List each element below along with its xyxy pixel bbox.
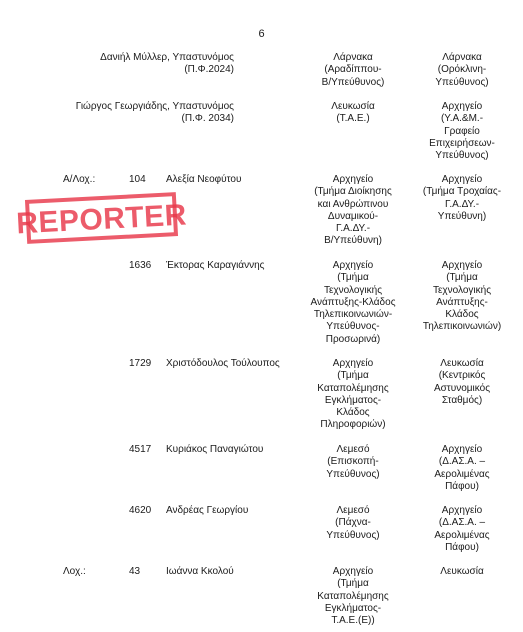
officer-number: 1636 — [129, 260, 152, 271]
transfer-to: Αρχηγείο (Τμήμα Τροχαίας- Γ.Α.ΔΥ.- Υπεύθυνη) — [422, 174, 502, 222]
officer-name: Ανδρέας Γεωργίου — [166, 505, 249, 516]
officer-number: 1729 — [129, 358, 152, 369]
officer-name: Γιώργος Γεωργιάδης, Υπαστυνόμος — [75, 101, 234, 112]
transfer-from: Λεμεσό (Πάχνα- Υπεύθυνος) — [326, 505, 380, 541]
transfer-to: Αρχηγείο (Υ.Α.&Μ.- Γραφείο Επιχειρήσεων- Υπεύθυνος) — [429, 101, 495, 162]
officer-number: 4517 — [129, 444, 152, 455]
officer-name: Ιωάννα Κκολού — [166, 566, 234, 577]
officer-name: Αλεξία Νεοφύτου — [166, 174, 242, 185]
officer-number: 104 — [129, 174, 146, 185]
transfer-to: Αρχηγείο (Δ.ΑΣ.Α. – Αερολιμένας Πάφου) — [434, 444, 490, 492]
transfer-from: Αρχηγείο (Τμήμα Διοίκησης και Ανθρώπινου Δυναμικού- Γ.Α.ΔΥ.- Β/Υπεύθυνη) — [314, 174, 392, 247]
svg-text:REPORTER: REPORTER — [15, 198, 188, 241]
officer-name: Χριστόδουλος Τούλουπος — [166, 358, 280, 369]
transfer-from: Λεμεσό (Επισκοπή- Υπεύθυνος) — [326, 444, 380, 480]
rank-label: Λοχ.: — [63, 566, 86, 577]
transfer-from: Αρχηγείο (Τμήμα Καταπολέμησης Εγκλήματος- Κλάδος Πληροφοριών) — [317, 358, 389, 431]
transfer-from: Λευκωσία (Τ.Α.Ε.) — [331, 101, 375, 125]
officer-number: 4620 — [129, 505, 152, 516]
page-number: 6 — [258, 28, 265, 40]
officer-name: Δανιήλ Μύλλερ, Υπαστυνόμος — [100, 52, 234, 63]
transfer-from: Αρχηγείο (Τμήμα Τεχνολογικής Ανάπτυξης-Κλάδος Τηλεπικοινωνιών- Υπεύθυνος- Προσωρινά) — [310, 260, 396, 345]
officer-number: 43 — [129, 566, 141, 577]
officer-ref: (Π.Φ.2024) — [184, 64, 234, 75]
officer-ref: (Π.Φ. 2034) — [181, 113, 234, 124]
transfer-to: Λευκωσία (Κεντρικός Αστυνομικός Σταθμός) — [433, 358, 491, 406]
reporter-watermark-logo — [15, 192, 188, 244]
transfer-to: Αρχηγείο (Δ.ΑΣ.Α. – Αερολιμένας Πάφου) — [434, 505, 490, 553]
transfer-to: Λάρνακα (Ορόκλινη- Υπεύθυνος) — [435, 52, 489, 88]
transfer-from: Αρχηγείο (Τμήμα Καταπολέμησης Εγκλήματος- Τ.Α.Ε.(Ε)) — [317, 566, 389, 627]
rank-label: Α/Λοχ.: — [63, 174, 96, 185]
officer-name: Έκτορας Καραγιάννης — [166, 260, 265, 271]
transfer-from: Λάρνακα (Αραδίππου- Β/Υπεύθυνος) — [321, 52, 385, 88]
transfer-to: Αρχηγείο (Τμήμα Τεχνολογικής Ανάπτυξης- Κλάδος Τηλεπικοινωνιών) — [422, 260, 502, 333]
officer-name: Κυριάκος Παναγιώτου — [166, 444, 264, 455]
transfer-to: Λευκωσία — [440, 566, 484, 577]
